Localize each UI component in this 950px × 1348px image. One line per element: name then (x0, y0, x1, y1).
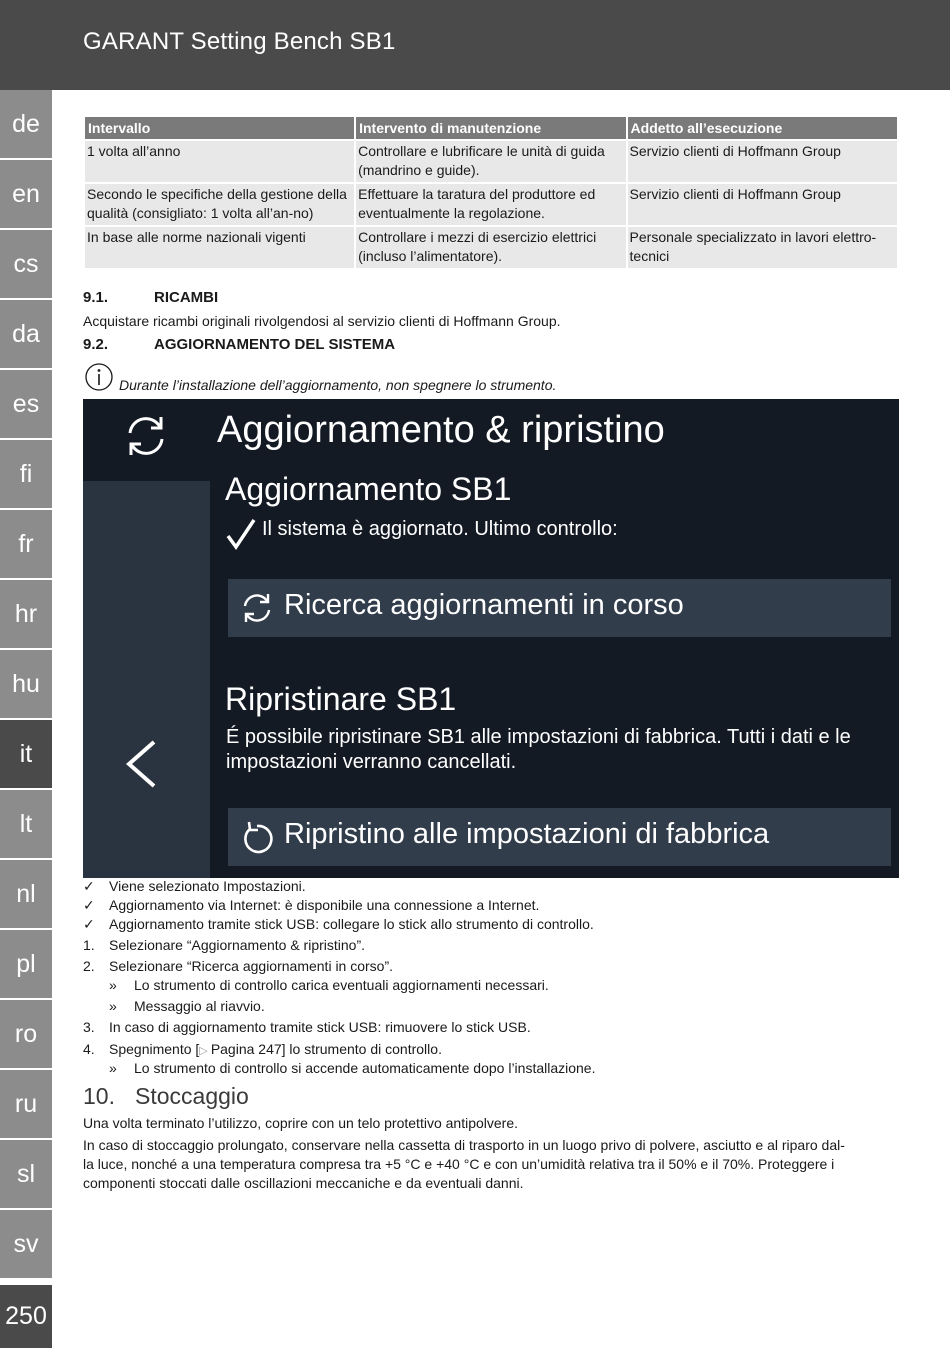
section-heading-9-2 (83, 336, 395, 353)
list-item-text-after: ] lo strumento di controllo. (281, 1041, 442, 1057)
step-number: 1. (83, 937, 95, 953)
lang-tab-it[interactable]: it (0, 720, 52, 790)
table-row (85, 184, 897, 225)
table-cell: Secondo le specifiche della gestione della qualità (consigliato: 1 volta all’an-no) (85, 184, 354, 225)
table-cell: Controllare e lubrificare le unità di guida (mandrino e guide). (356, 141, 625, 182)
table-cell: Personale specializzato in lavori elettro-tecnici (628, 227, 897, 268)
sync-icon (240, 591, 274, 625)
table-cell: In base alle norme nazionali vigenti (85, 227, 354, 268)
lang-tab-sl[interactable]: sl (0, 1140, 52, 1210)
maintenance-table (83, 115, 899, 270)
list-item-text: Aggiornamento tramite stick USB: collegare lo stick allo strumento di controllo. (109, 916, 594, 932)
restore-icon (240, 821, 274, 855)
step-number: 2. (83, 958, 95, 974)
reset-text-line-1: É possibile ripristinare SB1 alle impostazioni di fabbrica. Tutti i dati e le (226, 726, 851, 748)
link-arrow-icon: ▷ (199, 1045, 211, 1057)
table-cell: Servizio clienti di Hoffmann Group (628, 141, 897, 182)
factory-reset-button[interactable] (228, 808, 891, 866)
result-marker: » (109, 1060, 117, 1076)
check-updates-button[interactable] (228, 579, 891, 637)
factory-reset-label: Ripristino alle impostazioni di fabbrica (284, 818, 770, 850)
section-9-1-text: Acquistare ricambi originali rivolgendosi al servizio clienti di Hoffmann Group. (83, 313, 561, 329)
lang-tab-es[interactable]: es (0, 370, 52, 440)
storage-paragraph-2-line-2: la luce, nonché a una temperatura compresa tra +5 °C e +40 °C e con un’umidità relativa tra il 50% e il 70%. Proteggere i (83, 1156, 835, 1172)
screen-title: Aggiornamento & ripristino (217, 409, 665, 451)
step-number: 4. (83, 1041, 95, 1057)
lang-tab-da[interactable]: da (0, 300, 52, 370)
info-icon (83, 363, 115, 391)
section-title: AGGIORNAMENTO DEL SISTEMA (154, 336, 396, 353)
list-item-text: In caso di aggiornamento tramite stick USB: rimuovere lo stick USB. (109, 1019, 531, 1035)
section-number: 9.1. (83, 289, 109, 306)
check-mark: ✓ (83, 916, 95, 932)
result-marker: » (109, 977, 117, 993)
screen-title-bar (83, 399, 899, 481)
check-icon (225, 517, 257, 551)
lang-tab-en[interactable]: en (0, 160, 52, 230)
section-title: Stoccaggio (135, 1083, 249, 1109)
language-tabs (0, 90, 52, 1280)
lang-tab-de[interactable]: de (0, 90, 52, 160)
sync-icon (121, 411, 171, 461)
storage-paragraph-1: Una volta terminato l’utilizzo, coprire con un telo protettivo antipolvere. (83, 1115, 518, 1131)
lang-tab-pl[interactable]: pl (0, 930, 52, 1000)
device-screen (83, 399, 899, 878)
update-heading: Aggiornamento SB1 (225, 471, 512, 507)
lang-tab-hr[interactable]: hr (0, 580, 52, 650)
table-cell: 1 volta all’anno (85, 141, 354, 182)
table-row (85, 141, 897, 182)
table-header-cell: Intervallo (85, 117, 354, 139)
lang-tab-cs[interactable]: cs (0, 230, 52, 300)
back-arrow-icon[interactable] (121, 736, 161, 792)
step-number: 3. (83, 1019, 95, 1035)
table-header-cell: Intervento di manutenzione (356, 117, 625, 139)
info-note: Durante l’installazione dell’aggiornamento, non spegnere lo strumento. (119, 377, 557, 393)
page-number: 250 (0, 1285, 52, 1348)
list-item-text: Lo strumento di controllo carica eventuali aggiornamenti necessari. (134, 977, 549, 993)
lang-tab-lt[interactable]: lt (0, 790, 52, 860)
table-cell: Controllare i mezzi di esercizio elettrici (incluso l’alimentatore). (356, 227, 625, 268)
check-mark: ✓ (83, 878, 95, 894)
screen-sidebar (83, 481, 210, 878)
list-item-text: Lo strumento di controllo si accende automaticamente dopo l’installazione. (134, 1060, 596, 1076)
list-item-text: Viene selezionato Impostazioni. (109, 878, 306, 894)
table-cell: Servizio clienti di Hoffmann Group (628, 184, 897, 225)
section-number: 10. (83, 1083, 115, 1109)
document-title: GARANT Setting Bench SB1 (83, 28, 396, 55)
list-item-text-before: Spegnimento [ (109, 1041, 200, 1057)
check-updates-label: Ricerca aggiornamenti in corso (284, 589, 684, 621)
update-status-text: Il sistema è aggiornato. Ultimo controllo: (262, 518, 618, 540)
lang-tab-nl[interactable]: nl (0, 860, 52, 930)
list-item-text (109, 1040, 442, 1061)
list-item-text: Messaggio al riavvio. (134, 998, 265, 1014)
list-item-text: Selezionare “Aggiornamento & ripristino”. (109, 937, 366, 953)
lang-tab-fr[interactable]: fr (0, 510, 52, 580)
table-row (85, 227, 897, 268)
storage-paragraph-2-line-1: In caso di stoccaggio prolungato, conservare nella cassetta di trasporto in un luogo privo di polvere, asciutto e al riparo dal- (83, 1137, 845, 1153)
check-mark: ✓ (83, 897, 95, 913)
section-heading-10 (83, 1083, 249, 1110)
page-reference-link[interactable]: Pagina 247 (210, 1041, 282, 1057)
lang-tab-fi[interactable]: fi (0, 440, 52, 510)
table-header-row (85, 117, 897, 139)
list-item-text: Selezionare “Ricerca aggiornamenti in corso”. (109, 958, 394, 974)
reset-heading: Ripristinare SB1 (225, 681, 457, 717)
section-heading-9-1 (83, 289, 218, 306)
lang-tab-sv[interactable]: sv (0, 1210, 52, 1280)
storage-paragraph-2-line-3: componenti stoccati dalle oscillazioni meccaniche e da eventuali danni. (83, 1175, 524, 1191)
lang-tab-ru[interactable]: ru (0, 1070, 52, 1140)
lang-tab-ro[interactable]: ro (0, 1000, 52, 1070)
table-cell: Effettuare la taratura del produttore ed eventualmente la regolazione. (356, 184, 625, 225)
section-number: 9.2. (83, 336, 109, 353)
table-header-cell: Addetto all’esecuzione (628, 117, 897, 139)
reset-text-line-2: impostazioni verranno cancellati. (226, 751, 517, 773)
section-title: RICAMBI (154, 289, 219, 306)
lang-tab-hu[interactable]: hu (0, 650, 52, 720)
list-item-text: Aggiornamento via Internet: è disponibile una connessione a Internet. (109, 897, 540, 913)
header-bar (0, 0, 950, 90)
result-marker: » (109, 998, 117, 1014)
